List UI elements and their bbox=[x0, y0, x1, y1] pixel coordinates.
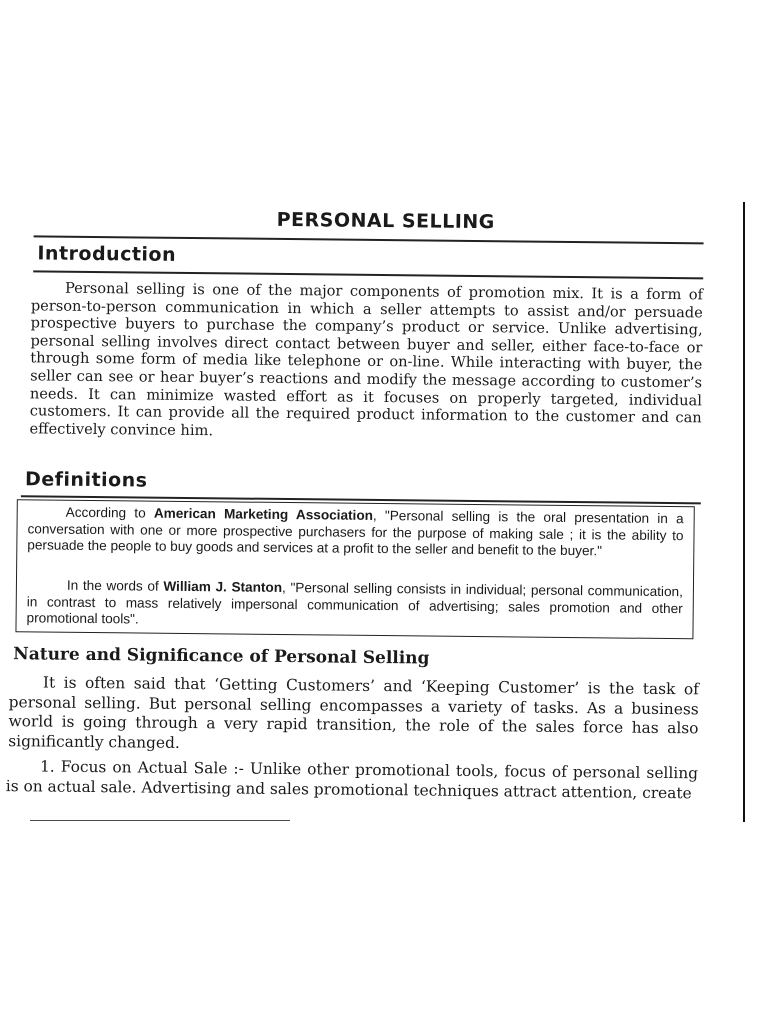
point-1-text: Unlike other promotional tools, focus of personal selling is on actual sale. Advertising and sales promotional techniques attract attention, create bbox=[5, 759, 699, 802]
definition-stanton bbox=[26, 577, 682, 634]
definitions-heading: Definitions bbox=[24, 468, 148, 492]
introduction-paragraph: Personal selling is one of the major components of promotion mix. It is a form of person-to-person communication in which a seller attempts to assist and/or persuade prospective buyers to purchase the company’s product or service. Unlike advertising, personal selling involves direct contact between buyer and seller, either face-to-face or through some form of media like telephone or on-line. While interacting with buyer, the seller can see or hear buyer’s reactions and modify the message according to customer’s needs. It can minimize wasted effort as it focuses on properly targeted, individual customers. It can provide all the required product information to the customer and can effectively convince him. bbox=[29, 279, 704, 440]
page-edge-line bbox=[743, 202, 745, 822]
definition-stanton-text: , "Personal selling consists in individual; personal communication, in contrast to mass relatively impersonal communication of advertising; sales promotion and other promotional tools". bbox=[26, 579, 683, 627]
definition-ama-lead: According to bbox=[65, 504, 146, 521]
definition-stanton-source: William J. Stanton bbox=[163, 578, 283, 595]
definitions-box bbox=[15, 499, 694, 639]
definition-stanton-lead: In the words of bbox=[66, 577, 159, 594]
point-focus-on-actual-sale bbox=[6, 757, 698, 803]
nature-paragraph: It is often said that ‘Getting Customers’ and ‘Keeping Customer’ is the task of personal selling. But personal selling encompasses a variety of tasks. As a business world is going through a very rapid transition, the role of the sales force has also significantly changed. bbox=[8, 673, 699, 752]
scanned-page bbox=[0, 186, 768, 834]
definition-ama-text: , "Personal selling is the oral presentation in a conversation with one or more prospective purchasers for the purpose of making sale ; it is the ability to persuade the people to buy goods and services at a profit to the seller and benefit to the buyer." bbox=[27, 507, 684, 559]
point-1-label: 1. Focus on Actual Sale :- bbox=[39, 757, 244, 778]
introduction-underline bbox=[33, 270, 703, 279]
page-title: PERSONAL SELLING bbox=[276, 208, 495, 234]
nature-heading: Nature and Significance of Personal Selling bbox=[13, 644, 430, 669]
page-bottom-mark bbox=[30, 820, 290, 821]
definition-ama-source: American Marketing Association bbox=[153, 505, 374, 523]
definition-ama bbox=[27, 504, 683, 561]
introduction-heading: Introduction bbox=[37, 242, 177, 266]
